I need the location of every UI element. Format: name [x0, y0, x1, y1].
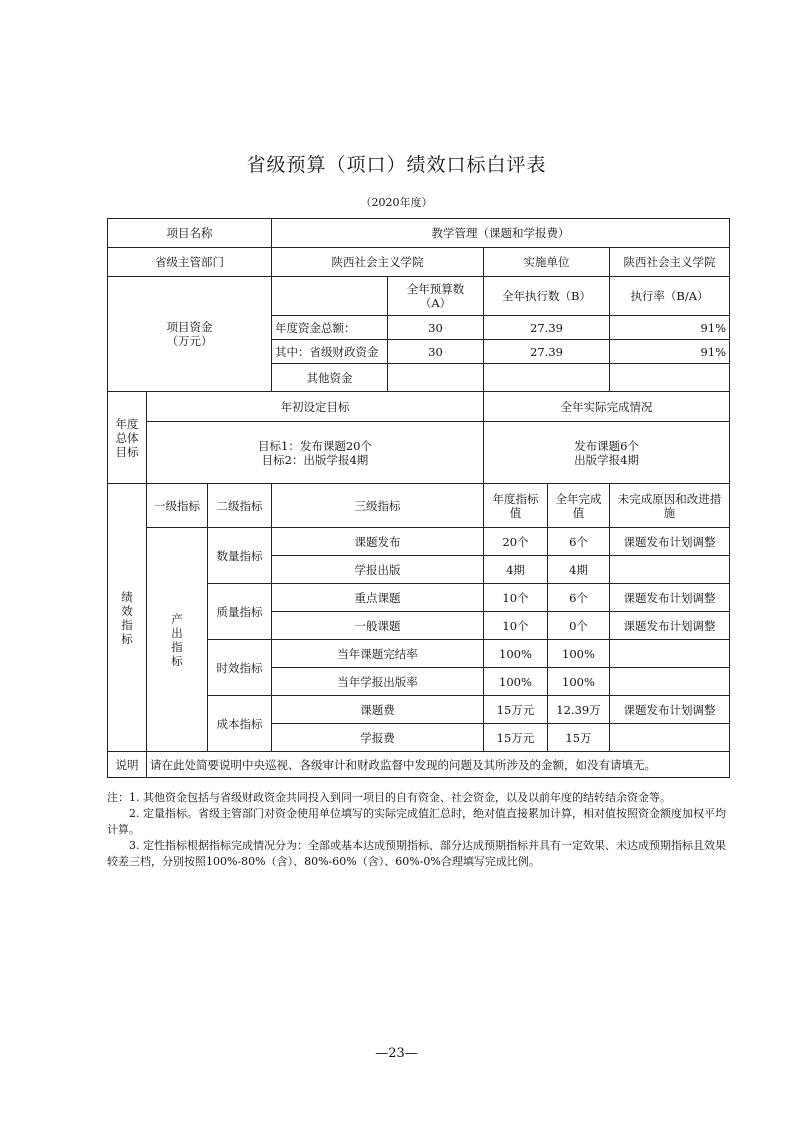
page-title: 省级预算（项口）绩效口标白评表 [246, 154, 547, 176]
funds-row-exec [484, 364, 610, 392]
funds-budget-header [388, 277, 484, 316]
goals-planned-line1: 目标1：发布课题20个 [258, 438, 372, 453]
indicator-actual: 15万 [548, 724, 610, 752]
funds-row-label: 年度资金总额： [272, 316, 388, 340]
footnote-3: 3. 定性指标根据指标完成情况分为：全部或基本达成预期指标、部分达成预期指标并具有一定效果、未达成预期指标且效果较差三档，分别按照100%-80%（含）、80%-60%（含）、60%-0%合理填写完成比例。 [107, 839, 726, 868]
goals-planned-header: 年初设定目标 [147, 392, 484, 422]
goals-label-line2: 总体 [115, 430, 139, 445]
funds-row-exec: 27.39 [484, 316, 610, 340]
project-name-label: 项目名称 [108, 219, 272, 248]
indicator-reason: 课题发布计划调整 [610, 584, 730, 612]
indicators-label [108, 484, 147, 752]
indicator-name: 当年课题完结率 [272, 640, 484, 668]
project-name-value: 教学管理（课题和学报费） [272, 219, 730, 248]
goals-actual-header: 全年实际完成情况 [484, 392, 730, 422]
goals-actual-line1: 发布课题6个 [574, 438, 639, 453]
header-actual-line2: 值 [572, 505, 585, 520]
level1-label [147, 528, 208, 752]
indicator-target: 4期 [484, 556, 548, 584]
funds-exec-header: 全年执行数（B） [484, 277, 610, 316]
goals-label [108, 392, 147, 484]
explain-label: 说明 [108, 752, 147, 778]
group-name: 时效指标 [208, 640, 272, 696]
year-label: （2020年度） [360, 196, 433, 209]
footnote-2: 2. 定量指标。省级主管部门对资金使用单位填写的实际完成值汇总时，绝对值直接累加计算，相对值按照资金额度加权平均计算。 [107, 807, 726, 836]
header-level2: 二级指标 [208, 484, 272, 528]
goals-label-line3: 目标 [115, 444, 139, 459]
goals-planned-line2: 目标2：出版学报4期 [261, 452, 369, 467]
funds-row-label: 其中：省级财政资金 [272, 340, 388, 364]
level1-label-char: 指 [171, 639, 183, 654]
funds-label-line1: 项目资金 [166, 320, 213, 334]
level1-label-char: 标 [171, 653, 183, 668]
indicator-reason [610, 668, 730, 696]
indicator-reason: 课题发布计划调整 [610, 528, 730, 556]
header-target [484, 484, 548, 528]
indicator-actual: 6个 [548, 528, 610, 556]
indicator-name: 一般课题 [272, 612, 484, 640]
indicator-actual: 100% [548, 640, 610, 668]
indicator-name: 当年学报出版率 [272, 668, 484, 696]
funds-row-budget: 30 [388, 340, 484, 364]
indicator-target: 20个 [484, 528, 548, 556]
level1-label-char: 产 [171, 611, 183, 626]
goals-actual-line2: 出版学报4期 [574, 452, 639, 467]
indicator-reason [610, 724, 730, 752]
indicator-actual: 4期 [548, 556, 610, 584]
header-target-line1: 年度指标 [492, 491, 539, 506]
explain-text: 请在此处简要说明中央巡视、各级审计和财政监督中发现的问题及其所涉及的金额，如没有请填无。 [147, 752, 730, 778]
funds-label-line2: （万元） [166, 334, 213, 348]
unit-label: 实施单位 [484, 248, 610, 277]
indicator-reason: 课题发布计划调整 [610, 612, 730, 640]
header-level1: 一级指标 [147, 484, 208, 528]
funds-budget-header-line2: （A） [419, 296, 452, 310]
indicator-name: 学报出版 [272, 556, 484, 584]
funds-budget-header-line1: 全年预算数 [406, 282, 465, 296]
indicator-target: 15万元 [484, 696, 548, 724]
indicators-label-char: 标 [121, 631, 133, 646]
funds-row-label: 其他资金 [272, 364, 388, 392]
unit-value: 陕西社会主义学院 [610, 248, 730, 277]
header-level3: 三级指标 [272, 484, 484, 528]
group-name: 成本指标 [208, 696, 272, 752]
indicator-reason: 课题发布计划调整 [610, 696, 730, 724]
dept-label: 省级主管部门 [108, 248, 272, 277]
header-reason [610, 484, 730, 528]
header-target-line2: 值 [509, 505, 522, 520]
indicator-target: 100% [484, 668, 548, 696]
evaluation-table [107, 218, 730, 778]
funds-row-budget [388, 364, 484, 392]
header-actual-line1: 全年完成 [555, 491, 602, 506]
indicator-actual: 0个 [548, 612, 610, 640]
footnotes [107, 790, 729, 870]
indicator-reason [610, 640, 730, 668]
level1-label-char: 出 [171, 625, 183, 640]
indicators-label-char: 绩 [121, 589, 133, 604]
page-number: —23— [375, 1046, 418, 1061]
header-reason-line1: 未完成原因和改进措 [617, 491, 722, 506]
goals-planned [147, 422, 484, 484]
funds-row-exec: 27.39 [484, 340, 610, 364]
funds-label [108, 277, 272, 392]
indicator-target: 15万元 [484, 724, 548, 752]
indicator-actual: 12.39万 [548, 696, 610, 724]
funds-row-budget: 30 [388, 316, 484, 340]
indicator-name: 课题发布 [272, 528, 484, 556]
indicator-name: 课题费 [272, 696, 484, 724]
indicator-actual: 6个 [548, 584, 610, 612]
goals-label-line1: 年度 [115, 416, 139, 431]
indicator-target: 10个 [484, 584, 548, 612]
funds-row-rate: 91% [610, 340, 730, 364]
funds-rate-header: 执行率（B/A） [610, 277, 730, 316]
indicators-label-char: 效 [121, 603, 133, 618]
group-name: 数量指标 [208, 528, 272, 584]
header-reason-line2: 施 [663, 505, 676, 520]
indicator-target: 10个 [484, 612, 548, 640]
indicator-name: 学报费 [272, 724, 484, 752]
indicators-label-char: 指 [121, 617, 133, 632]
group-name: 质量指标 [208, 584, 272, 640]
funds-row-rate: 91% [610, 316, 730, 340]
funds-empty-header [272, 277, 388, 316]
dept-value: 陕西社会主义学院 [272, 248, 484, 277]
goals-actual [484, 422, 730, 484]
indicator-reason [610, 556, 730, 584]
funds-row-rate [610, 364, 730, 392]
indicator-name: 重点课题 [272, 584, 484, 612]
footnote-1: 注：1. 其他资金包括与省级财政资金共同投入到同一项目的自有资金、社会资金，以及以前年度的结转结余资金等。 [107, 791, 671, 804]
header-actual [548, 484, 610, 528]
indicator-actual: 100% [548, 668, 610, 696]
indicator-target: 100% [484, 640, 548, 668]
